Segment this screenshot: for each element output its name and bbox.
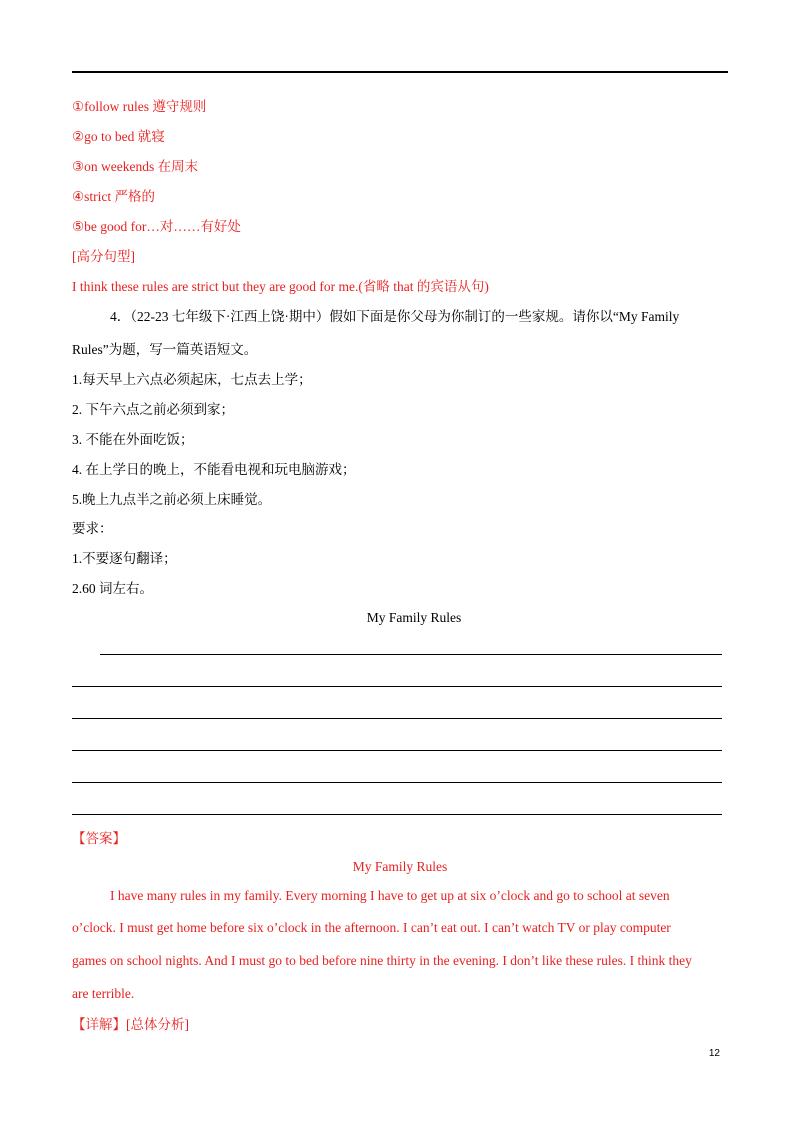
vocab-item: ⑤be good for…对……有好处	[72, 219, 241, 234]
answer-line: are terrible.	[72, 986, 135, 1001]
writing-line	[72, 718, 722, 719]
writing-line	[72, 686, 722, 687]
requirement-item: 1.不要逐句翻译；	[72, 551, 177, 566]
requirements-heading: 要求：	[72, 521, 113, 536]
header-rule	[72, 71, 728, 73]
answer-line: o’clock. I must get home before six o’clock in the afternoon. I can’t eat out. I can’t watch TV or play computer	[72, 920, 671, 935]
vocab-item: ③on weekends 在周末	[72, 159, 199, 174]
answer-heading: 【答案】	[72, 831, 126, 846]
requirement-item: 2.60 词左右。	[72, 581, 153, 596]
rule-item: 2. 下午六点之前必须到家；	[72, 402, 234, 417]
vocab-item: ②go to bed 就寝	[72, 129, 165, 144]
vocab-item: ①follow rules 遵守规则	[72, 99, 207, 114]
answer-line: I have many rules in my family. Every morning I have to get up at six o’clock and go to school at seven	[110, 888, 670, 903]
essay-title: My Family Rules	[366, 610, 462, 625]
rule-item: 1.每天早上六点必须起床，七点去上学；	[72, 372, 312, 387]
sentence-example: I think these rules are strict but they are good for me.(省略 that 的宾语从句)	[72, 279, 489, 294]
analysis-heading: 【详解】[总体分析]	[72, 1017, 189, 1032]
writing-line	[72, 814, 722, 815]
rule-item: 5.晚上九点半之前必须上床睡觉。	[72, 492, 272, 507]
sentence-heading: [高分句型]	[72, 249, 135, 264]
writing-line	[100, 654, 722, 655]
question-line: 4．（22-23 七年级下·江西上饶·期中）假如下面是你父母为你制订的一些家规。请你以“My Family	[110, 309, 680, 324]
answer-line: games on school nights. And I must go to bed before nine thirty in the evening. I don’t like these rules. I think they	[72, 953, 692, 968]
question-line: Rules”为题，写一篇英语短文。	[72, 342, 258, 357]
rule-item: 4. 在上学日的晚上，不能看电视和玩电脑游戏；	[72, 462, 356, 477]
writing-line	[72, 750, 722, 751]
page-number: 12	[708, 1048, 720, 1059]
answer-title: My Family Rules	[352, 859, 448, 874]
rule-item: 3. 不能在外面吃饭；	[72, 432, 194, 447]
vocab-item: ④strict 严格的	[72, 189, 155, 204]
writing-line	[72, 782, 722, 783]
